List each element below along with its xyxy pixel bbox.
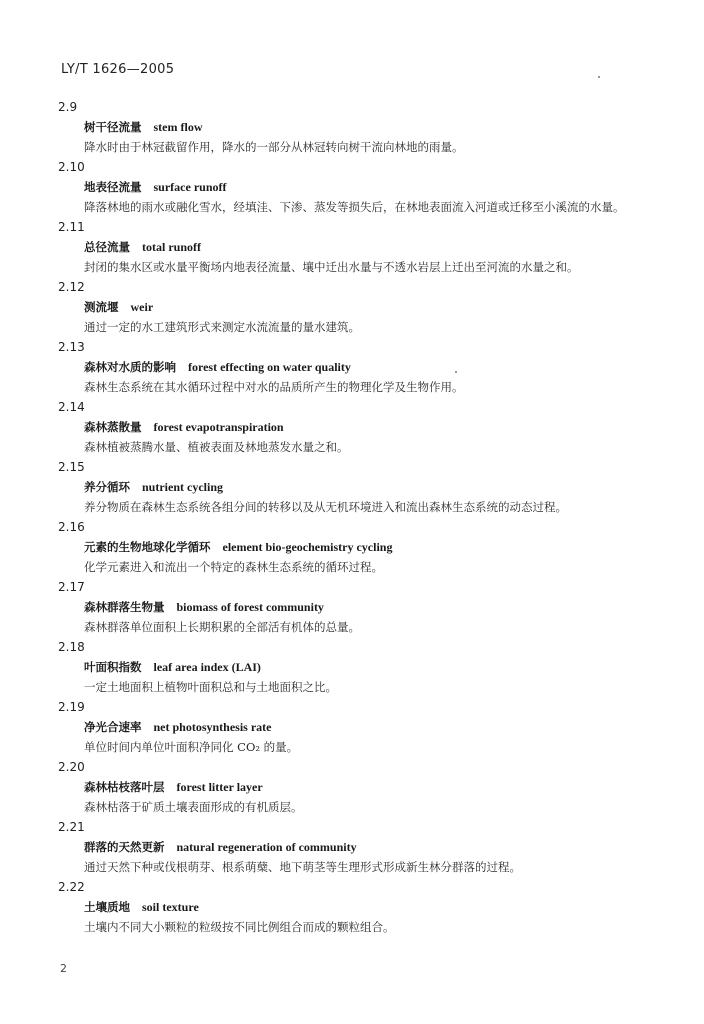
term-definition: 森林枯落于矿质土壤表面形成的有机质层。 [84, 800, 303, 814]
term-heading [84, 537, 704, 557]
term-chinese: 森林枯枝落叶层 [84, 780, 165, 794]
term-entries [0, 97, 704, 937]
standard-code-header: LY/T 1626—2005 [61, 62, 175, 77]
term-chinese: 群落的天然更新 [84, 840, 165, 854]
term-entry [0, 757, 704, 817]
term-english: natural regeneration of community [176, 840, 357, 854]
term-definition: 单位时间内单位叶面积净同化 CO₂ 的量。 [84, 740, 299, 754]
term-chinese: 叶面积指数 [84, 660, 142, 674]
term-entry [0, 877, 704, 937]
term-chinese: 森林群落生物量 [84, 600, 165, 614]
term-english: element bio-geochemistry cycling [222, 540, 393, 554]
clause-number: 2.11 [58, 220, 85, 234]
term-english: weir [130, 300, 154, 314]
clause-number: 2.14 [58, 400, 85, 414]
term-heading [84, 777, 704, 797]
clause-number: 2.20 [58, 760, 85, 774]
term-entry [0, 97, 704, 157]
clause-number: 2.15 [58, 460, 85, 474]
term-heading [84, 177, 704, 197]
term-chinese: 森林蒸散量 [84, 420, 142, 434]
term-heading [84, 717, 704, 737]
term-chinese: 森林对水质的影响 [84, 360, 176, 374]
term-entry [0, 157, 704, 217]
term-entry [0, 697, 704, 757]
page-number: 2 [60, 962, 67, 975]
term-heading [84, 237, 704, 257]
term-definition: 降落林地的雨水或融化雪水，经填洼、下渗、蒸发等损失后，在林地表面流入河道或迁移至小溪流的水量。 [84, 200, 625, 214]
clause-number: 2.17 [58, 580, 85, 594]
term-definition: 通过天然下种或伐根萌芽、根系萌蘖、地下萌茎等生理形式形成新生林分群落的过程。 [84, 860, 521, 874]
term-english: stem flow [153, 120, 203, 134]
term-heading [84, 837, 704, 857]
term-entry [0, 217, 704, 277]
term-definition: 土壤内不同大小颗粒的粒级按不同比例组合而成的颗粒组合。 [84, 920, 395, 934]
term-definition: 降水时由于林冠截留作用，降水的一部分从林冠转向树干流向林地的雨量。 [84, 140, 464, 154]
term-english: forest effecting on water quality [188, 360, 351, 374]
term-definition: 通过一定的水工建筑形式来测定水流流量的量水建筑。 [84, 320, 360, 334]
scan-speck [598, 76, 600, 78]
term-chinese: 树干径流量 [84, 120, 142, 134]
term-definition: 化学元素进入和流出一个特定的森林生态系统的循环过程。 [84, 560, 383, 574]
term-entry [0, 637, 704, 697]
term-heading [84, 297, 704, 317]
clause-number: 2.18 [58, 640, 85, 654]
term-definition: 养分物质在森林生态系统各组分间的转移以及从无机环境进入和流出森林生态系统的动态过程。 [84, 500, 567, 514]
term-heading [84, 597, 704, 617]
clause-number: 2.16 [58, 520, 85, 534]
term-english: total runoff [142, 240, 201, 254]
term-entry [0, 277, 704, 337]
term-chinese: 测流堰 [84, 300, 119, 314]
term-heading [84, 477, 704, 497]
term-entry [0, 397, 704, 457]
term-heading [84, 897, 704, 917]
term-entry [0, 337, 704, 397]
term-chinese: 元素的生物地球化学循环 [84, 540, 211, 554]
term-definition: 森林植被蒸腾水量、植被表面及林地蒸发水量之和。 [84, 440, 349, 454]
term-entry [0, 817, 704, 877]
term-definition: 封闭的集水区或水量平衡场内地表径流量、壤中迁出水量与不透水岩层上迁出至河流的水量之和。 [84, 260, 579, 274]
term-english: forest evapotranspiration [153, 420, 284, 434]
clause-number: 2.9 [58, 100, 78, 114]
term-chinese: 净光合速率 [84, 720, 142, 734]
term-heading [84, 417, 704, 437]
term-english: nutrient cycling [142, 480, 223, 494]
term-english: forest litter layer [176, 780, 263, 794]
clause-number: 2.10 [58, 160, 85, 174]
clause-number: 2.22 [58, 880, 85, 894]
term-english: soil texture [142, 900, 199, 914]
clause-number: 2.13 [58, 340, 85, 354]
term-chinese: 土壤质地 [84, 900, 130, 914]
scan-speck [455, 371, 457, 373]
term-entry [0, 517, 704, 577]
term-chinese: 养分循环 [84, 480, 130, 494]
term-chinese: 总径流量 [84, 240, 130, 254]
term-entry [0, 457, 704, 517]
term-definition: 森林生态系统在其水循环过程中对水的品质所产生的物理化学及生物作用。 [84, 380, 464, 394]
term-chinese: 地表径流量 [84, 180, 142, 194]
clause-number: 2.19 [58, 700, 85, 714]
clause-number: 2.21 [58, 820, 85, 834]
term-english: surface runoff [153, 180, 227, 194]
term-definition: 一定土地面积上植物叶面积总和与土地面积之比。 [84, 680, 337, 694]
term-heading [84, 117, 704, 137]
term-heading [84, 657, 704, 677]
term-heading [84, 357, 704, 377]
term-english: net photosynthesis rate [153, 720, 272, 734]
term-definition: 森林群落单位面积上长期积累的全部活有机体的总量。 [84, 620, 360, 634]
term-entry [0, 577, 704, 637]
term-english: leaf area index (LAI) [153, 660, 261, 674]
term-english: biomass of forest community [176, 600, 324, 614]
clause-number: 2.12 [58, 280, 85, 294]
